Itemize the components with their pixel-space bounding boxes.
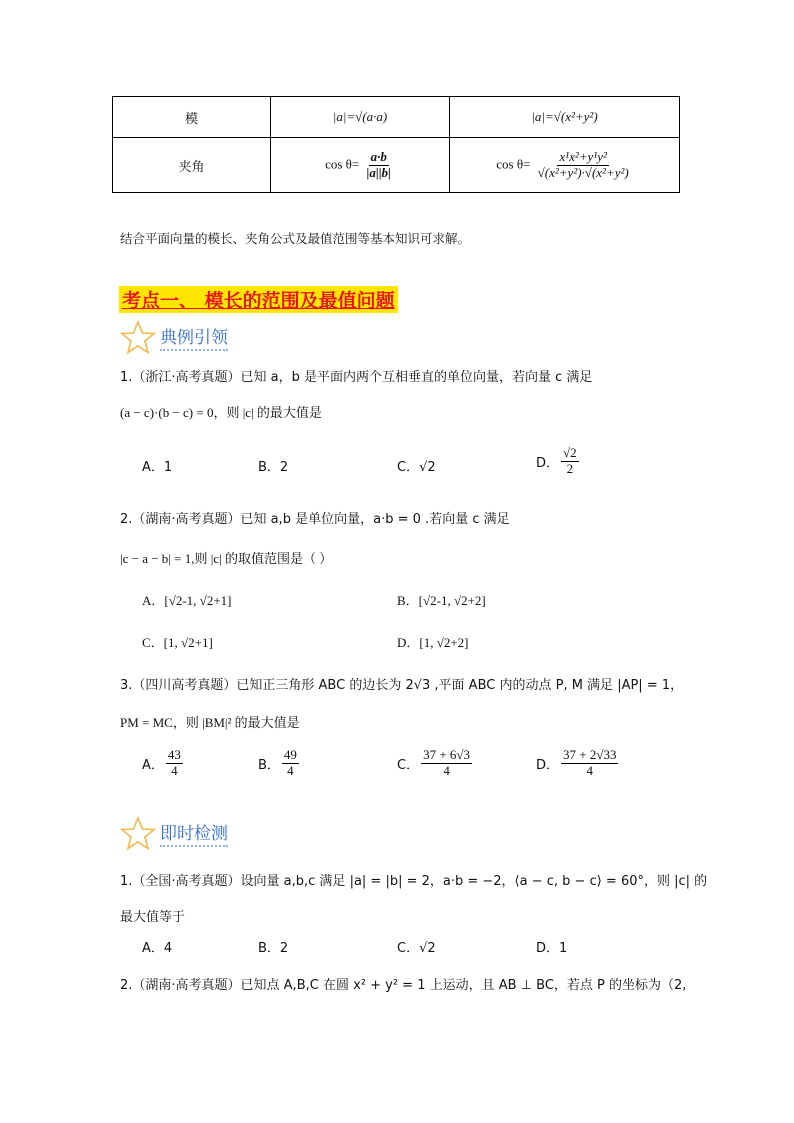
question-2-line-1: 2.（湖南·高考真题）已知 a,b 是单位向量，a·b = 0 .若向量 c 满足 bbox=[120, 512, 510, 527]
option-d: D．1 bbox=[536, 941, 568, 956]
question-1-line-2: (a − c)·(b − c) = 0，则 |c| 的最大值是 bbox=[120, 405, 322, 420]
table-cell-formula: |a|=√(a·a) bbox=[271, 97, 450, 138]
option-label: D． bbox=[536, 757, 560, 773]
subheading-examples bbox=[120, 320, 228, 354]
option-c: C．√2 bbox=[397, 460, 436, 475]
fraction-numerator: a·b bbox=[370, 148, 387, 164]
option-label: D． bbox=[536, 455, 560, 471]
fraction-numerator: x¹x²+y¹y² bbox=[559, 148, 607, 164]
option-b: B．[√2-1, √2+2] bbox=[397, 593, 486, 608]
intro-text: 结合平面向量的模长、夹角公式及最值范围等基本知识可求解。 bbox=[120, 231, 471, 246]
option-a: A．4 bbox=[142, 941, 173, 956]
option-c: C．[1, √2+1] bbox=[142, 635, 213, 650]
table-cell-label: 夹角 bbox=[113, 138, 271, 193]
fraction-numerator: √2 bbox=[563, 445, 577, 460]
question-2-line-2: |c − a − b| = 1,则 |c| 的取值范围是（ ） bbox=[120, 551, 333, 566]
formula-lhs: cos θ= bbox=[325, 155, 360, 171]
table-cell-formula: |a|=√(x²+y²) bbox=[450, 97, 680, 138]
option-b: B．2 bbox=[258, 460, 289, 475]
option-a: A．[√2-1, √2+1] bbox=[142, 593, 232, 608]
fraction-denominator: 4 bbox=[443, 762, 450, 778]
section-title: 考点一、 模长的范围及最值问题 bbox=[119, 286, 398, 313]
option-label: B． bbox=[258, 757, 280, 773]
fraction bbox=[282, 748, 299, 779]
option-a: A．1 bbox=[142, 460, 173, 475]
question-3-line-2: PM = MC，则 |BM|² 的最大值是 bbox=[120, 715, 300, 730]
question-3-line-1: 3.（四川高考真题）已知正三角形 ABC 的边长为 2√3 ,平面 ABC 内的动点 P, M 满足 |AP| = 1， bbox=[120, 678, 684, 693]
subheading-text: 即时检测 bbox=[160, 819, 228, 847]
option-b bbox=[258, 748, 301, 779]
option-d: D．[1, √2+2] bbox=[397, 635, 469, 650]
fraction-denominator: 2 bbox=[566, 460, 574, 476]
fraction-denominator: √(x²+y²)·√(x²+y²) bbox=[537, 164, 629, 180]
test-question-2-line-1: 2.（湖南·高考真题）已知点 A,B,C 在圆 x² + y² = 1 上运动，且 AB ⊥ BC，若点 P 的坐标为（2, bbox=[120, 978, 687, 993]
option-label: A． bbox=[142, 757, 164, 773]
subheading-practice bbox=[120, 816, 228, 850]
fraction bbox=[536, 150, 631, 181]
question-1-line-1: 1.（浙江·高考真题）已知 a，b 是平面内两个互相垂直的单位向量，若向量 c 满足 bbox=[120, 370, 593, 385]
fraction-numerator: 37 + 6√3 bbox=[423, 747, 471, 762]
test-question-1-line-2: 最大值等于 bbox=[120, 910, 186, 925]
option-b: B．2 bbox=[258, 941, 289, 956]
option-label: C． bbox=[397, 757, 420, 773]
formula-table bbox=[112, 96, 680, 193]
subheading-text: 典例引领 bbox=[160, 323, 228, 351]
option-d bbox=[536, 748, 620, 779]
option-a bbox=[142, 748, 185, 779]
option-c: C．√2 bbox=[397, 941, 436, 956]
fraction bbox=[364, 150, 392, 181]
fraction bbox=[561, 446, 579, 477]
star-icon bbox=[120, 816, 156, 850]
formula-lhs: cos θ= bbox=[496, 155, 531, 171]
table-cell-formula bbox=[450, 138, 680, 193]
fraction-numerator: 37 + 2√33 bbox=[563, 747, 617, 762]
fraction-denominator: 4 bbox=[171, 762, 178, 778]
fraction-numerator: 43 bbox=[167, 747, 181, 762]
fraction-denominator: 4 bbox=[586, 762, 593, 778]
fraction bbox=[421, 748, 472, 779]
star-icon bbox=[120, 320, 156, 354]
table-cell-label: 模 bbox=[113, 97, 271, 138]
fraction-denominator: 4 bbox=[287, 762, 294, 778]
table-cell-formula bbox=[271, 138, 450, 193]
fraction-numerator: 49 bbox=[283, 747, 297, 762]
table-row bbox=[113, 138, 680, 193]
table-row bbox=[113, 97, 680, 138]
fraction-denominator: |a||b| bbox=[366, 164, 391, 180]
test-question-1-line-1: 1.（全国·高考真题）设向量 a,b,c 满足 |a| = |b| = 2，a·b = −2，⟨a − c, b − c⟩ = 60°，则 |c| 的 bbox=[120, 874, 708, 889]
fraction bbox=[561, 748, 618, 779]
option-c bbox=[397, 748, 474, 779]
option-d bbox=[536, 446, 581, 477]
fraction bbox=[166, 748, 183, 779]
